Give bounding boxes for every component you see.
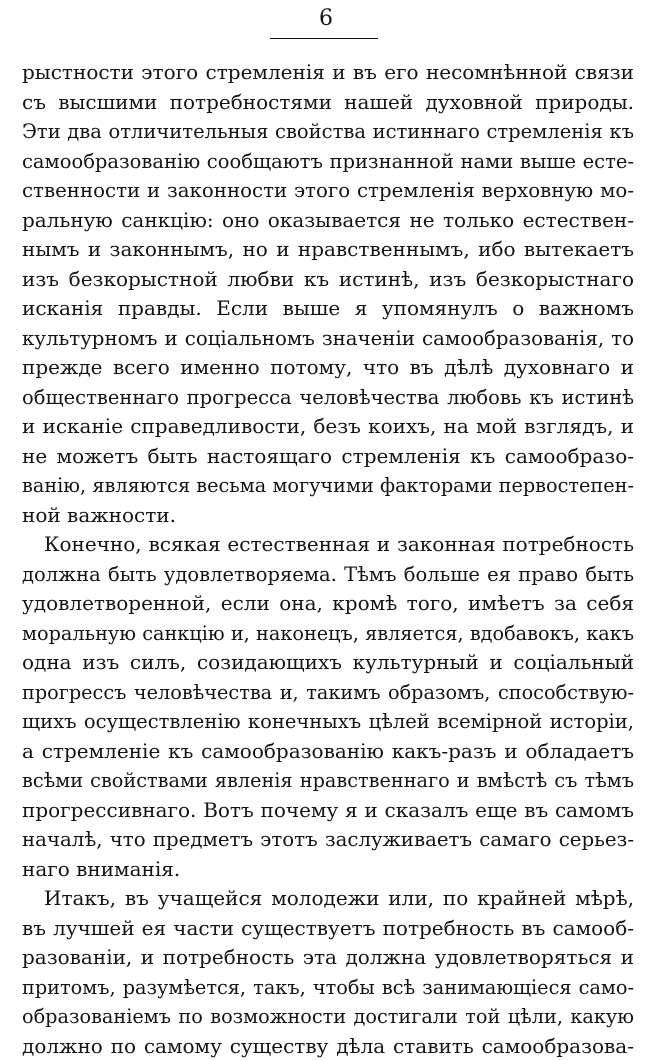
text-line: съ высшими потребностями нашей духовной природы. (22, 88, 634, 118)
text-line: всѣми свойствами явленія нравственнаго и вмѣстѣ съ тѣмъ (22, 766, 634, 796)
text-line: культурномъ и соціальномъ значеніи самообразованія, то (22, 324, 634, 354)
text-line: изъ безкорыстной любви къ истинѣ, изъ безкорыстнаго (22, 265, 634, 295)
text-line: въ лучшей ея части существуетъ потребность въ самооб- (22, 914, 634, 944)
text-line: притомъ, разумѣется, такъ, чтобы всѣ занимающіеся само- (22, 973, 634, 1003)
paragraph-2 (22, 530, 634, 884)
page-number: 6 (0, 4, 652, 34)
text-line: прежде всего именно потому, что въ дѣлѣ духовнаго и (22, 353, 634, 383)
text-line: прогрессивнаго. Вотъ почему я и сказалъ еще въ самомъ (22, 796, 634, 826)
text-line: наго вниманія. (22, 855, 634, 885)
text-line: одна изъ силъ, созидающихъ культурный и соціальный (22, 648, 634, 678)
text-line: прогрессъ человѣчества и, такимъ образомъ, способствую- (22, 678, 634, 708)
paragraph-1 (22, 58, 634, 530)
paragraph-3 (22, 884, 634, 1061)
text-line: Итакъ, въ учащейся молодежи или, по крайней мѣрѣ, (22, 884, 634, 914)
text-line: должно по самому существу дѣла ставить самообразова- (22, 1032, 634, 1061)
text-line: ральную санкцію: оно оказывается не только естествен- (22, 206, 634, 236)
text-line: а стремленіе къ самообразованію какъ-разъ и обладаетъ (22, 737, 634, 767)
text-line: не можетъ быть настоящаго стремленія къ самообразо- (22, 442, 634, 472)
text-line: общественнаго прогресса человѣчества любовь къ истинѣ (22, 383, 634, 413)
text-line: исканія правды. Если выше я упомянулъ о важномъ (22, 294, 634, 324)
text-line: Конечно, всякая естественная и законная потребность (22, 530, 634, 560)
header-rule (270, 38, 378, 39)
text-line: и исканіе справедливости, безъ коихъ, на мой взглядъ, и (22, 412, 634, 442)
text-line: нымъ и законнымъ, но и нравственнымъ, ибо вытекаетъ (22, 235, 634, 265)
body-text (22, 58, 634, 1061)
text-line: ной важности. (22, 501, 634, 531)
text-line: рыстности этого стремленія и въ его несомнѣнной связи (22, 58, 634, 88)
text-line: образованіемъ по возможности достигали той цѣли, какую (22, 1002, 634, 1032)
text-line: ственности и законности этого стремленія верховную мо- (22, 176, 634, 206)
text-line: удовлетворенной, если она, кромѣ того, имѣетъ за себя (22, 589, 634, 619)
text-line: моральную санкцію и, наконецъ, является, вдобавокъ, какъ (22, 619, 634, 649)
text-line: должна быть удовлетворяема. Тѣмъ больше ея право быть (22, 560, 634, 590)
text-line: ванію, являются весьма могучими факторами первостепен- (22, 471, 634, 501)
text-line: щихъ осуществленію конечныхъ цѣлей всемірной исторіи, (22, 707, 634, 737)
text-line: разованіи, и потребность эта должна удовлетворяться и (22, 943, 634, 973)
text-line: Эти два отличительныя свойства истиннаго стремленія къ (22, 117, 634, 147)
page-header (0, 4, 652, 39)
text-line: началѣ, что предметъ этотъ заслуживаетъ самаго серьез- (22, 825, 634, 855)
text-line: самообразованію сообщаютъ признанной нами выше есте- (22, 147, 634, 177)
